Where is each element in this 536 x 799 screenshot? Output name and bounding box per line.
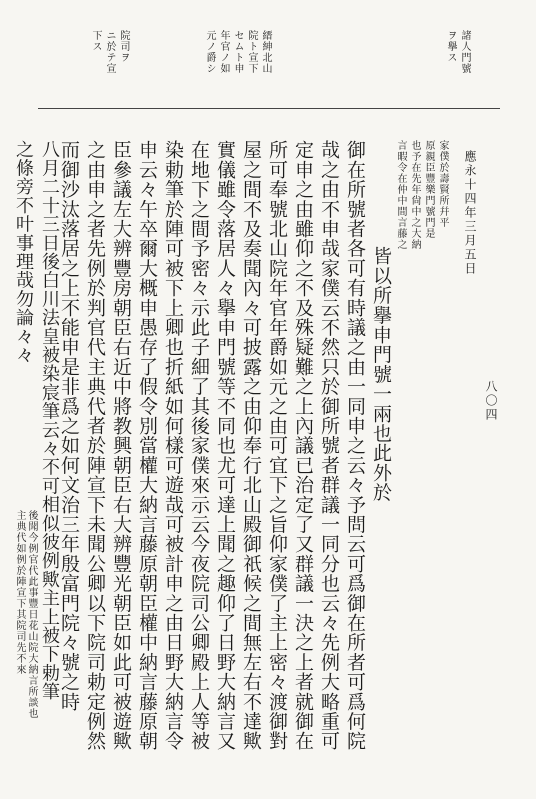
page-number: 八〇四 [484, 380, 498, 422]
main-column-2: 御在所號者各可有時議之由一同申之云々予問云可爲御在所者可爲何院 [344, 140, 366, 751]
bottom-column-2: 之條旁不叶事理哉勿論々々 [13, 140, 34, 365]
top-annotation-middle-1: 縉紳北山 [260, 30, 271, 74]
main-column-5: 所可奉號北山院年官年爵如元之由可宜下之旨仰家僕了主上密々渡御對 [266, 140, 288, 751]
main-column-9: 染勅筆於陣可被下上卿也折紙如何樣可遊哉可被計申之由日野大納言令 [162, 140, 184, 751]
main-column-13: 而御沙汰落居之上不能申是非爲之如何文治三年殷富門院々號之時 [58, 140, 80, 712]
top-annotation-left-1: 院司ヲ [118, 30, 129, 63]
bottom-annotation-2: 主典代如例於陣宣下其院司先不來 [14, 510, 25, 675]
bottom-column-1: 八月二十三日後白川法皇被染宸筆云々不可相似彼例歟主上被下勅筆 [39, 140, 60, 701]
top-annotation-middle-2: 院ト宣下 [246, 30, 257, 74]
main-column-4: 定申之由雖仰之不及殊疑難之上內議已治定了又群議一決之上者就御在 [292, 140, 314, 751]
intro-note-1: 家僕於壽賢所幷平 [437, 140, 448, 228]
top-annotation-right-2: ヲ擧ス [445, 30, 456, 63]
main-column-1: 皆以所擧申門號一兩也此外於 [370, 246, 392, 503]
header-rule [38, 108, 500, 109]
main-column-11: 臣參議左大辨豐房朝臣右近中將教興朝臣右大辨豐光朝臣如此可被遊歟 [110, 140, 132, 751]
intro-note-3: 也予在先年尙中之大納 [409, 140, 420, 250]
intro-note-4: 言暇令在仲中間言藤之 [395, 140, 406, 250]
main-column-8: 在地下之間予密々示此子細了其後家僕來示云今夜院司公卿殿上人等被 [188, 140, 210, 751]
date-heading: 應永十四年三月五日 [463, 150, 477, 276]
top-annotation-middle-4: 年官ノ如 [218, 30, 229, 74]
main-column-6: 屋之間不及奏聞內々可披露之由仰奉行北山殿御祇候之間無左右不達歟 [240, 140, 262, 751]
main-column-7: 實儀雖令落居人々擧申門號等不同也尤可達上聞之趣仰了日野大納言又 [214, 140, 236, 751]
intro-note-2: 原親臣豐樂門號門是 [423, 140, 434, 239]
top-annotation-middle-5: 元ノ爵シ [204, 30, 215, 74]
top-annotation-right-1: 諸人門號 [459, 30, 470, 74]
main-column-12: 之由申之者先例於判官代主典代者於陣宣下未聞公卿以下院司勅定例然 [84, 140, 106, 751]
bottom-annotation-1: 後聞今例官代此事豐日花山院大納言所談也 [26, 510, 37, 719]
top-annotation-middle-3: セムト申 [232, 30, 243, 74]
main-column-10: 申云々午卒爾大概申愚存了假令別當權大納言藤原朝臣權中納言藤原朝 [136, 140, 158, 751]
main-column-3: 哉之由不申哉家僕云不然只於御所號者群議一同分也云々先例大略重可 [318, 140, 340, 751]
top-annotation-left-2: ニ於テ宣 [104, 30, 115, 74]
top-annotation-left-3: 下ス [90, 30, 101, 52]
